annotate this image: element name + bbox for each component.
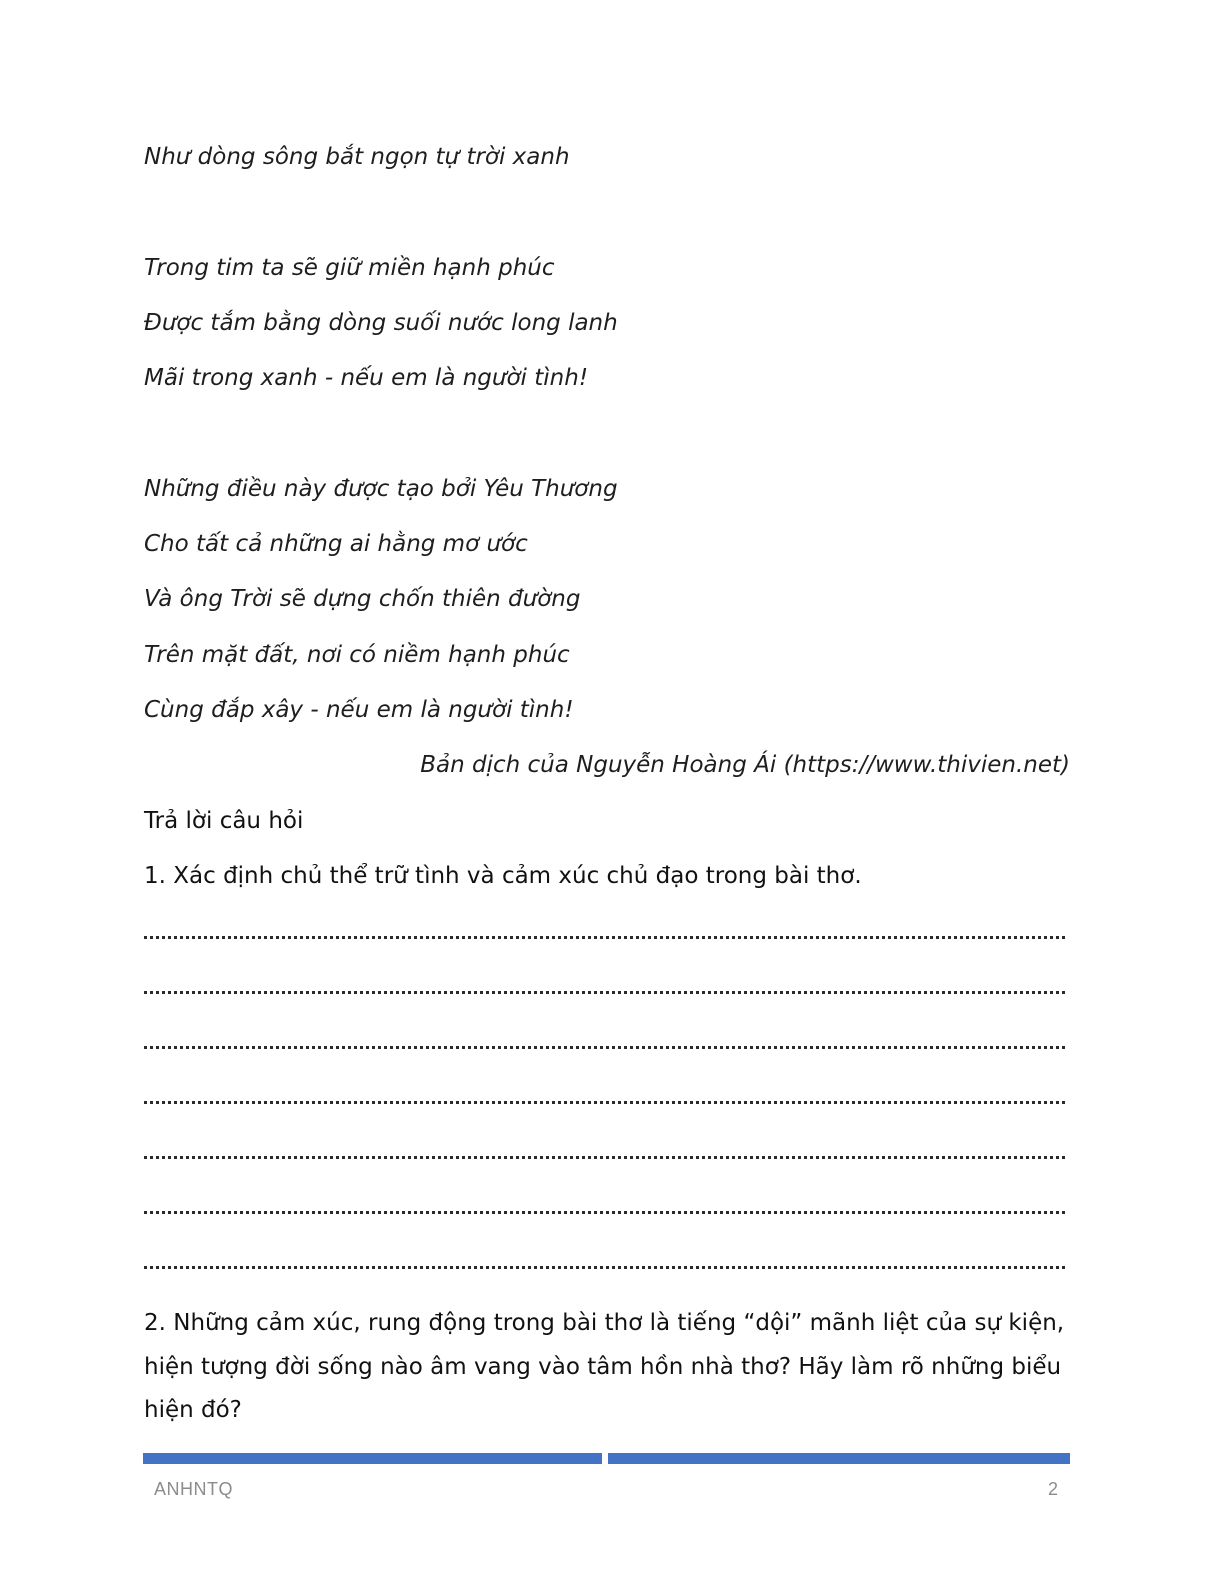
answer-line	[144, 991, 1065, 994]
answer-line	[144, 1156, 1065, 1159]
question-1: 1. Xác định chủ thể trữ tình và cảm xúc chủ đạo trong bài thơ.	[144, 863, 862, 889]
page-number: 2	[1047, 1479, 1058, 1499]
poem-line: Mãi trong xanh - nếu em là người tình!	[144, 365, 589, 391]
answer-line	[144, 1046, 1065, 1049]
question-2: 2. Những cảm xúc, rung động trong bài thơ là tiếng “dội” mãnh liệt của sự kiện, hiện tượng đời sống nào âm vang vào tâm hồn nhà thơ? Hãy làm rõ những biểu hiện đó?	[144, 1310, 1065, 1423]
poem-line: Cùng đắp xây - nếu em là người tình!	[144, 697, 574, 723]
poem-line: Như dòng sông bắt ngọn tự trời xanh	[144, 144, 570, 170]
poem-line: Được tắm bằng dòng suối nước long lanh	[144, 310, 618, 336]
answer-line	[144, 1101, 1065, 1104]
poem-line: Và ông Trời sẽ dựng chốn thiên đường	[144, 586, 581, 612]
translation-credit: Bản dịch của Nguyễn Hoàng Ái (https://www.thivien.net)	[420, 752, 1070, 778]
footer-rule-left	[143, 1453, 602, 1464]
section-title: Trả lời câu hỏi	[144, 808, 304, 834]
poem-line: Trên mặt đất, nơi có niềm hạnh phúc	[144, 642, 570, 668]
answer-line	[144, 1266, 1065, 1269]
poem-line: Những điều này được tạo bởi Yêu Thương	[144, 476, 618, 502]
footer-author: ANHNTQ	[154, 1479, 233, 1499]
footer-rule-gap	[602, 1453, 608, 1464]
answer-line	[144, 1211, 1065, 1214]
poem-line: Cho tất cả những ai hằng mơ ước	[144, 531, 528, 557]
poem-line: Trong tim ta sẽ giữ miền hạnh phúc	[144, 255, 555, 281]
footer-rule	[143, 1453, 1070, 1464]
answer-line	[144, 936, 1065, 939]
